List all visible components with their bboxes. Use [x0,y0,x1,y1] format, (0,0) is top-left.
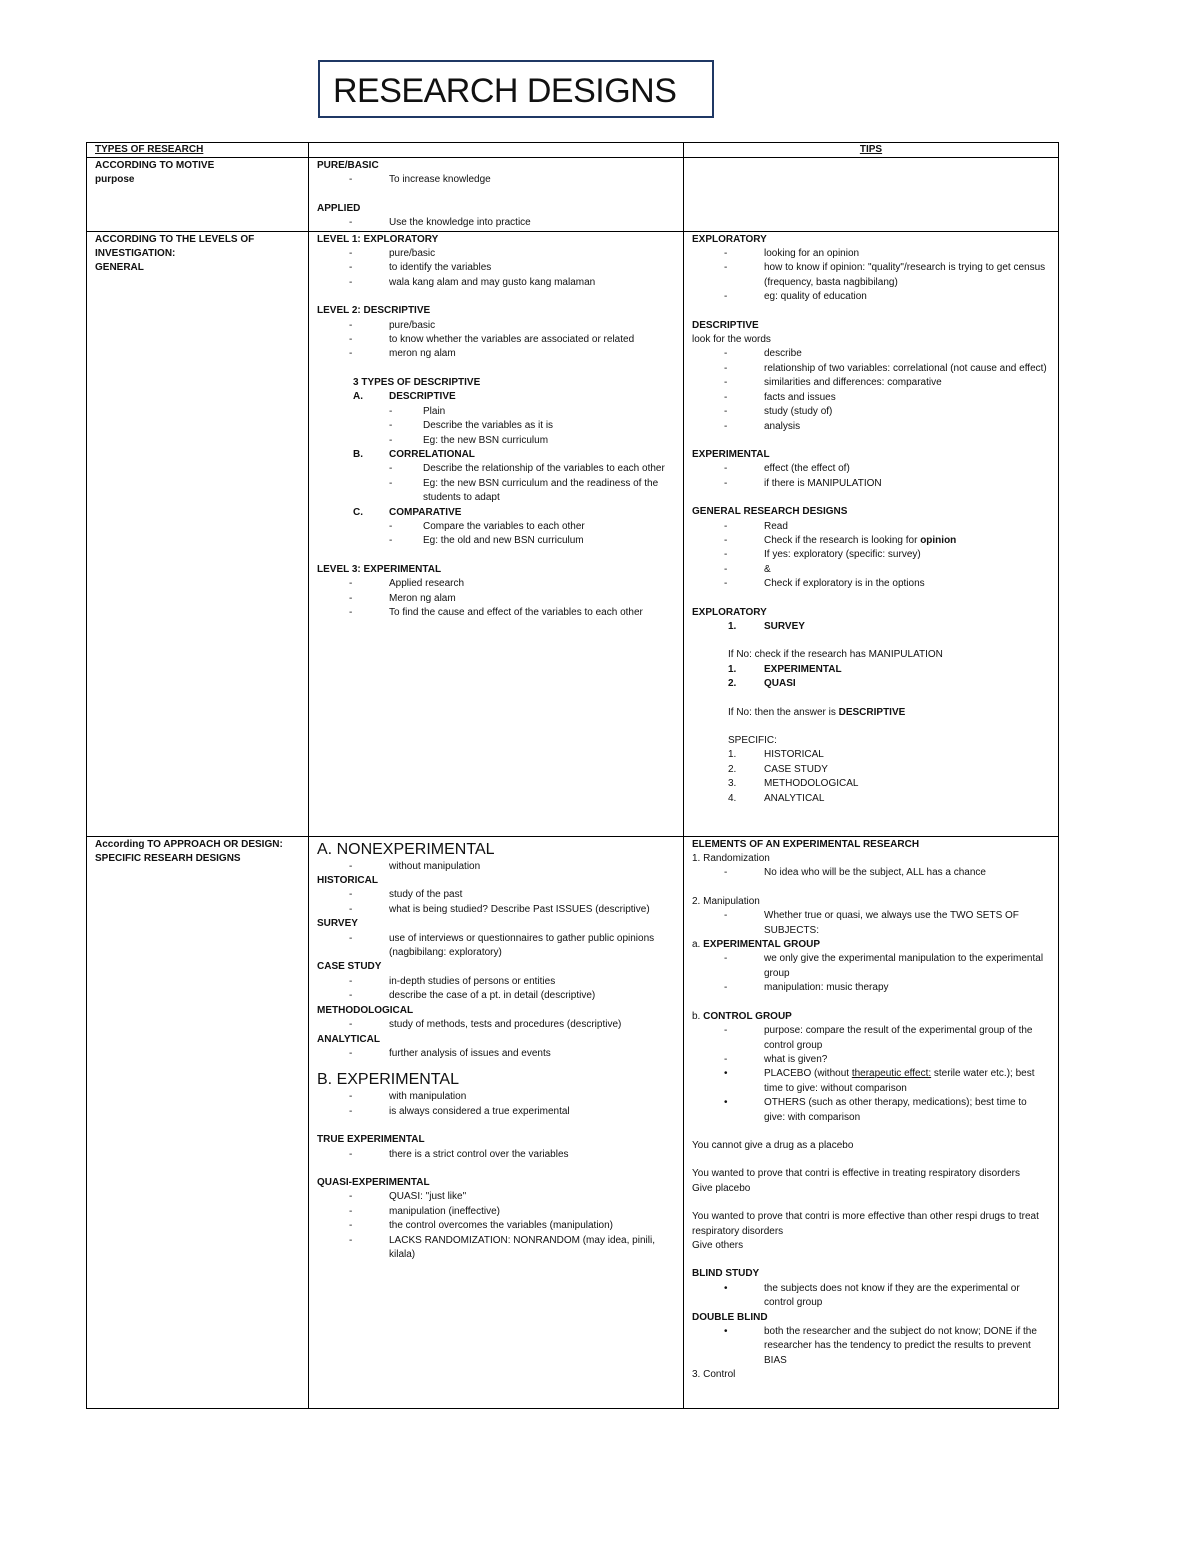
note-give-placebo: Give placebo [692,1182,751,1194]
type-c: C. COMPARATIVE [353,506,462,518]
tips-exploratory2-title: EXPLORATORY [692,606,767,618]
randomization-title: 1. Randomization [692,853,770,865]
note-contri-2: You wanted to prove that contri is more effective than other respi drugs to treat respiratory disorders [692,1211,1039,1237]
list-item: - wala kang alam and may gusto kang malaman [349,276,596,288]
historical-title: HISTORICAL [317,875,378,887]
survey-title: SURVEY [317,918,358,930]
list-item: - use of interviews or questionnaires to gather public opinions (nagbibilang: exploratory) [349,932,655,959]
control-title: 3. Control [692,1369,736,1381]
col3-header: TIPS [859,144,883,155]
note-placebo: You cannot give a drug as a placebo [692,1139,854,1151]
list-item: - Meron ng alam [349,592,456,604]
list-item: 2. QUASI [728,678,796,690]
list-item: - Whether true or quasi, we always use the TWO SETS OF SUBJECTS: [724,910,1019,936]
list-item: - to know whether the variables are associated or related [349,334,635,346]
levels-label-3: GENERAL [95,262,144,274]
list-item: - study of methods, tests and procedures (descriptive) [349,1019,622,1031]
list-item: 4. ANALYTICAL [728,792,825,804]
blind-study-title: BLIND STUDY [692,1268,760,1280]
list-item: - Eg: the new BSN curriculum [389,434,549,446]
list-item: - Eg: the new BSN curriculum and the readiness of the students to adapt [389,477,659,504]
tips-descriptive-sub: look for the words [692,334,771,346]
list-item: - there is a strict control over the variables [349,1148,569,1160]
list-item: - we only give the experimental manipulation to the experimental group [724,953,1044,979]
list-item: - QUASI: "just like" [349,1191,467,1203]
approach-label: According TO APPROACH OR DESIGN: [95,838,283,850]
list-item: - effect (the effect of) [724,463,850,475]
list-item: - To find the cause and effect of the variables to each other [349,606,643,618]
motive-label: ACCORDING TO MOTIVE [95,160,215,171]
title-box [318,60,714,118]
analytical-title: ANALYTICAL [317,1033,380,1045]
control-group-title: b. CONTROL GROUP [692,1010,792,1022]
list-item: - describe the case of a pt. in detail (descriptive) [349,990,596,1002]
page-title: RESEARCH DESIGNS [333,72,677,110]
research-table [86,142,1059,1409]
specific-title: SPECIFIC: [728,735,777,746]
list-item: - & [724,563,771,575]
list-item: - No idea who will be the subject, ALL has a chance [724,867,986,879]
double-blind-title: DOUBLE BLIND [692,1311,768,1323]
level3-title: LEVEL 3: EXPERIMENTAL [317,563,442,575]
list-item: • both the researcher and the subject do not know; DONE if the researcher has the tendency to predict the results to prevent BIAS [724,1326,1037,1366]
tips-exploratory-title: EXPLORATORY [692,233,767,245]
experimental-title: B. EXPERIMENTAL [317,1071,459,1089]
list-item: 2. CASE STUDY [728,763,828,775]
pure-title: PURE/BASIC [317,160,379,171]
level1-title: LEVEL 1: EXPLORATORY [317,233,439,245]
applied-title: APPLIED [317,202,361,214]
list-item: 1. HISTORICAL [728,749,824,761]
list-item: - Applied research [349,578,465,590]
note-give-others: Give others [692,1239,744,1251]
list-item: • the subjects does not know if they are the experimental or control group [724,1282,1020,1309]
list-item: - analysis [724,420,801,432]
case-study-title: CASE STUDY [317,961,382,973]
list-item: - relationship of two variables: correlational (not cause and effect) [724,362,1047,374]
list-item: - Check if exploratory is in the options [724,578,925,590]
methodological-title: METHODOLOGICAL [317,1004,414,1016]
list-item: - in-depth studies of persons or entities [349,975,556,987]
list-item: • OTHERS (such as other therapy, medications); best time to give: with comparison [724,1097,1027,1123]
list-item: - the control overcomes the variables (manipulation) [349,1220,613,1232]
true-experimental-title: TRUE EXPERIMENTAL [317,1134,425,1146]
list-item: - Describe the variables as it is [389,420,554,432]
list-item: - Read [724,520,788,532]
list-item: 1. EXPERIMENTAL [728,663,842,675]
list-item: - similarities and differences: comparative [724,377,942,389]
list-item: - further analysis of issues and events [349,1047,551,1059]
list-item: - facts and issues [724,391,836,403]
note-contri-1: You wanted to prove that contri is effective in treating respiratory disorders [692,1168,1020,1180]
tips-descriptive-title: DESCRIPTIVE [692,319,759,331]
elements-title: ELEMENTS OF AN EXPERIMENTAL RESEARCH [692,838,920,850]
levels-label-2: INVESTIGATION: [95,248,176,260]
list-item: 1. SURVEY [728,620,805,632]
experimental-group-title: a. EXPERIMENTAL GROUP [692,939,820,951]
list-item: • PLACEBO (without therapeutic effect: sterile water etc.); best time to give: without comparison [724,1068,1035,1094]
list-item: - describe [724,348,802,360]
list-item: - pure/basic [349,319,436,331]
list-item: - to identify the variables [349,262,492,274]
list-item: - If yes: exploratory (specific: survey) [724,549,921,561]
list-item: - To increase knowledge [349,174,491,186]
level2-title: LEVEL 2: DESCRIPTIVE [317,305,431,317]
tips-general-title: GENERAL RESEARCH DESIGNS [692,506,848,518]
levels-row [87,231,1059,836]
list-item: - purpose: compare the result of the experimental group of the control group [724,1025,1033,1051]
quasi-experimental-title: QUASI-EXPERIMENTAL [317,1176,430,1188]
list-item: - if there is MANIPULATION [724,477,882,489]
list-item: - with manipulation [349,1091,467,1103]
list-item: - LACKS RANDOMIZATION: NONRANDOM (may idea, pinili, kilala) [349,1234,655,1260]
motive-row [87,158,1059,232]
list-item: - looking for an opinion [724,248,860,260]
list-item: 3. METHODOLOGICAL [728,778,859,790]
list-item: - Plain [389,405,446,417]
tips-experimental-title: EXPERIMENTAL [692,448,770,460]
list-item: - is always considered a true experimental [349,1105,570,1117]
if-no-2: If No: then the answer is DESCRIPTIVE [728,706,906,718]
list-item: - manipulation: music therapy [724,982,889,994]
motive-sublabel: purpose [95,174,135,186]
type-b: B. CORRELATIONAL [353,448,475,460]
types-title: 3 TYPES OF DESCRIPTIVE [353,376,481,388]
approach-label-2: SPECIFIC RESEARH DESIGNS [95,853,241,865]
list-item: - without manipulation [349,860,481,872]
list-item: - Describe the relationship of the variables to each other [389,463,665,475]
header-row [87,143,1059,158]
list-item: - study (study of) [724,406,833,418]
nonexperimental-title: A. NONEXPERIMENTAL [317,840,495,858]
col1-header: TYPES OF RESEARCH [95,144,204,155]
type-a: A. DESCRIPTIVE [353,391,456,403]
list-item: - Use the knowledge into practice [349,217,531,229]
list-item: - Eg: the old and new BSN curriculum [389,535,584,547]
if-no-1: If No: check if the research has MANIPULATION [728,649,943,661]
list-item: - study of the past [349,889,463,901]
levels-label: ACCORDING TO THE LEVELS OF [95,233,255,245]
list-item: - eg: quality of education [724,291,867,303]
approach-row [87,836,1059,1408]
list-item: - how to know if opinion: "quality"/research is trying to get census (frequency, basta nagbibilang) [724,262,1046,288]
list-item: - manipulation (ineffective) [349,1205,500,1217]
list-item: - Check if the research is looking for opinion [724,534,957,546]
list-item: - what is being studied? Describe Past ISSUES (descriptive) [349,903,650,915]
manipulation-title: 2. Manipulation [692,895,760,907]
list-item: - Compare the variables to each other [389,520,585,532]
list-item: - what is given? [724,1053,828,1065]
list-item: - pure/basic [349,248,436,260]
list-item: - meron ng alam [349,348,456,360]
